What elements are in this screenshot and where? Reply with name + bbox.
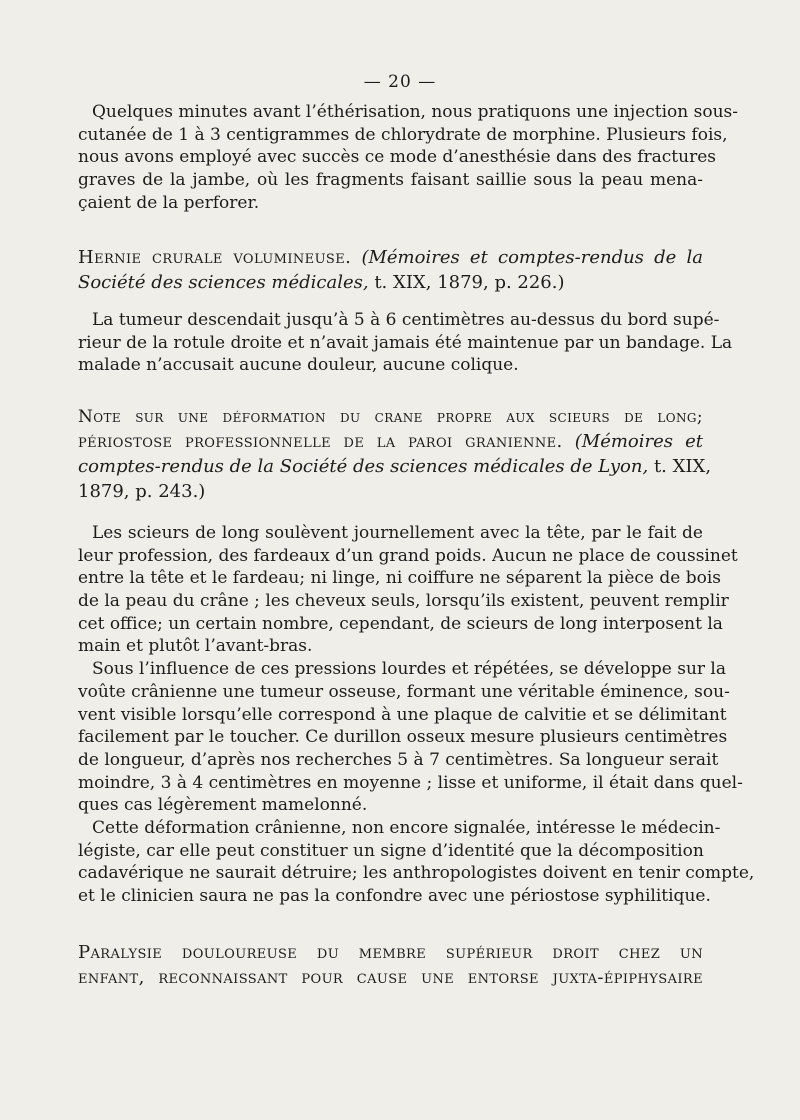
text-line: moindre, 3 à 4 centimètres en moyenne ; lisse et uniforme, il était dans quel- <box>78 772 743 793</box>
text-line: rieur de la rotule droite et n’avait jamais été maintenue par un bandage. La <box>78 332 733 353</box>
heading-reference-line <box>78 270 703 295</box>
heading-citation-line: 1879, p. 243.) <box>78 480 206 502</box>
text-line: facilement par le toucher. Ce durillon osseux mesure plusieurs centimètres <box>78 727 728 748</box>
section-heading <box>78 940 703 965</box>
text-line: voûte crânienne une tumeur osseuse, formant une véritable éminence, sou- <box>78 681 730 702</box>
section-heading <box>78 429 703 454</box>
paragraph-hernie <box>78 309 733 377</box>
heading-reference: comptes-rendus de la Société des sciences médicales de Lyon, <box>78 455 649 477</box>
paragraph-note-1 <box>78 522 755 908</box>
text-line: vent visible lorsqu’elle correspond à une plaque de calvitie et se délimitant <box>78 704 727 725</box>
heading-citation: t. XIX, 1879, p. 226.) <box>374 272 565 293</box>
heading-reference: Société des sciences médicales, <box>78 272 369 293</box>
text-line: entre la tête et le fardeau; ni linge, ni coiffure ne séparent la pièce de bois <box>78 568 722 589</box>
heading-reference-line <box>78 454 712 479</box>
page-number: — 20 — <box>363 72 437 92</box>
heading-title: Paralysie douloureuse du membre supérieur droit chez un <box>78 942 703 963</box>
heading-title: Hernie crurale volumineuse. <box>78 247 352 268</box>
text-line: graves de la jambe, où les fragments faisant saillie sous la peau mena- <box>78 170 703 191</box>
section-heading <box>78 245 703 270</box>
text-line: cet office; un certain nombre, cependant, de scieurs de long interposent la <box>78 613 723 634</box>
text-line: nous avons employé avec succès ce mode d’anesthésie dans des fractures <box>78 147 716 168</box>
section-hernie <box>78 245 703 295</box>
text-line: La tumeur descendait jusqu’à 5 à 6 centimètres au-dessus du bord supé- <box>92 310 720 330</box>
heading-citation: t. XIX, <box>653 455 712 477</box>
heading-title: Note sur une déformation du crane propre aux scieurs de long; <box>78 407 703 427</box>
text-line: malade n’accusait aucune douleur, aucune colique. <box>78 355 519 376</box>
text-line: Les scieurs de long soulèvent journellement avec la tête, par le fait de <box>92 523 703 543</box>
heading-title: enfant, reconnaissant pour cause une entorse juxta-épiphysaire <box>78 967 703 988</box>
paragraph-anesthesia <box>78 101 739 214</box>
text-line: ques cas légèrement mamelonné. <box>78 795 368 816</box>
heading-title: périostose professionnelle de la paroi granienne. <box>78 430 563 452</box>
text-line: çaient de la perforer. <box>78 192 260 213</box>
text-line: de la peau du crâne ; les cheveux seuls, lorsqu’ils existent, peuvent remplir <box>78 591 729 612</box>
text-line: Sous l’influence de ces pressions lourdes et répétées, se développe sur la <box>92 659 726 680</box>
text-line: Quelques minutes avant l’éthérisation, nous pratiquons une injection sous- <box>92 102 739 122</box>
section-paralysie <box>78 940 703 990</box>
text-line: cadavérique ne saurait détruire; les anthropologistes doivent en tenir compte, <box>78 863 755 884</box>
section-heading <box>78 406 703 429</box>
text-line: et le clinicien saura ne pas la confondre avec une périostose syphilitique. <box>78 886 711 906</box>
text-line: main et plutôt l’avant-bras. <box>78 636 313 657</box>
section-heading <box>78 965 703 990</box>
text-line: de longueur, d’après nos recherches 5 à 7 centimètres. Sa longueur serait <box>78 749 719 770</box>
text-line: légiste, car elle peut constituer un signe d’identité que la décomposition <box>78 840 704 861</box>
text-line: leur profession, des fardeaux d’un grand poids. Aucun ne place de coussinet <box>78 545 738 566</box>
text-line: cutanée de 1 à 3 centigrammes de chlorydrate de morphine. Plusieurs fois, <box>78 124 728 145</box>
section-note <box>78 406 712 504</box>
text-line: Cette déformation crânienne, non encore signalée, intéresse le médecin- <box>92 817 721 838</box>
heading-reference: (Mémoires et comptes-rendus de la <box>361 247 703 268</box>
heading-reference: (Mémoires et <box>574 430 703 452</box>
